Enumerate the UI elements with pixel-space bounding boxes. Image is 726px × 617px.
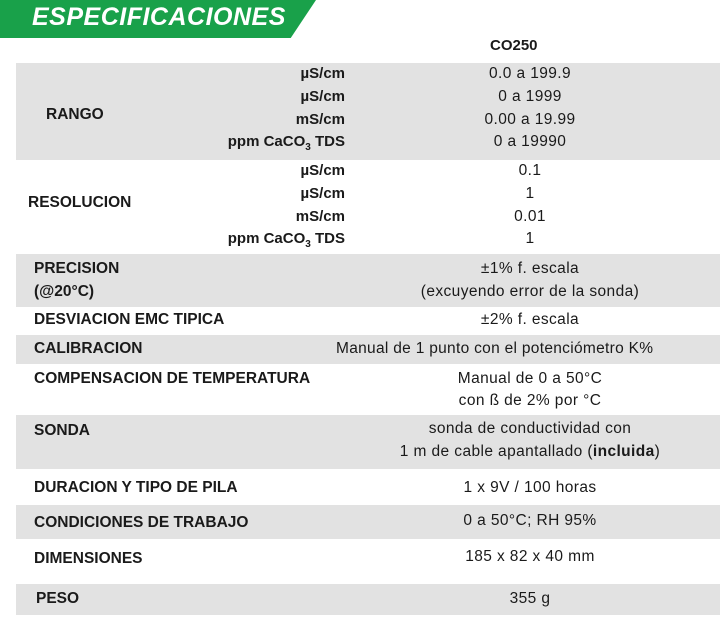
resolucion-unit-3: mS/cm [295, 208, 345, 225]
rango-unit-3: mS/cm [295, 111, 345, 128]
precision-label: PRECISION [34, 260, 120, 277]
desviacion-label: DESVIACION EMC TIPICA [34, 311, 225, 328]
rango-label: RANGO [46, 106, 104, 123]
calibracion-label: CALIBRACION [34, 340, 143, 357]
precision-value-2: (excuyendo error de la sonda) [420, 283, 640, 300]
condiciones-label: CONDICIONES DE TRABAJO [34, 514, 249, 531]
dimensiones-label: DIMENSIONES [34, 550, 143, 567]
model-name: CO250 [490, 37, 538, 54]
resolucion-unit-1: µS/cm [300, 162, 345, 179]
compensacion-value-1: Manual de 0 a 50°C [457, 370, 603, 387]
resolucion-unit-2: µS/cm [300, 185, 345, 202]
resolucion-value-3: 0.01 [514, 208, 546, 225]
peso-label: PESO [36, 590, 80, 607]
resolucion-value-1: 0.1 [518, 162, 542, 179]
precision-condition: (@20°C) [34, 283, 95, 300]
peso-value: 355 g [509, 590, 551, 607]
desviacion-value: ±2% f. escala [480, 311, 580, 328]
resolucion-label: RESOLUCION [28, 194, 132, 211]
rango-value-1: 0.0 a 199.9 [489, 65, 571, 82]
precision-value-1: ±1% f. escala [480, 260, 580, 277]
compensacion-label: COMPENSACION DE TEMPERATURA [34, 370, 311, 387]
section-title: ESPECIFICACIONES [32, 3, 286, 31]
rango-value-2: 0 a 1999 [498, 88, 562, 105]
rango-value-3: 0.00 a 19.99 [484, 111, 576, 128]
resolucion-value-2: 1 [525, 185, 535, 202]
duracion-value: 1 x 9V / 100 horas [463, 479, 597, 496]
duracion-label: DURACION Y TIPO DE PILA [34, 479, 238, 496]
calibracion-value: Manual de 1 punto con el potenciómetro K% [336, 340, 654, 357]
compensacion-value-2: con ß de 2% por °C [458, 392, 602, 409]
sonda-value-1: sonda de conductividad con [428, 420, 632, 437]
resolucion-unit-4: ppm CaCO$_3$ TDS [227, 230, 345, 250]
sonda-label: SONDA [34, 422, 90, 439]
rango-unit-2: µS/cm [300, 88, 345, 105]
rango-unit-4: ppm CaCO$_3$ TDS [227, 133, 345, 153]
resolucion-value-4: 1 [525, 230, 535, 247]
dimensiones-value: 185 x 82 x 40 mm [465, 548, 595, 565]
sonda-value-2: 1 m de cable apantallado (incluida) [399, 443, 661, 460]
condiciones-value: 0 a 50°C; RH 95% [463, 512, 597, 529]
rango-value-4: 0 a 19990 [493, 133, 567, 150]
rango-unit-1: µS/cm [300, 65, 345, 82]
